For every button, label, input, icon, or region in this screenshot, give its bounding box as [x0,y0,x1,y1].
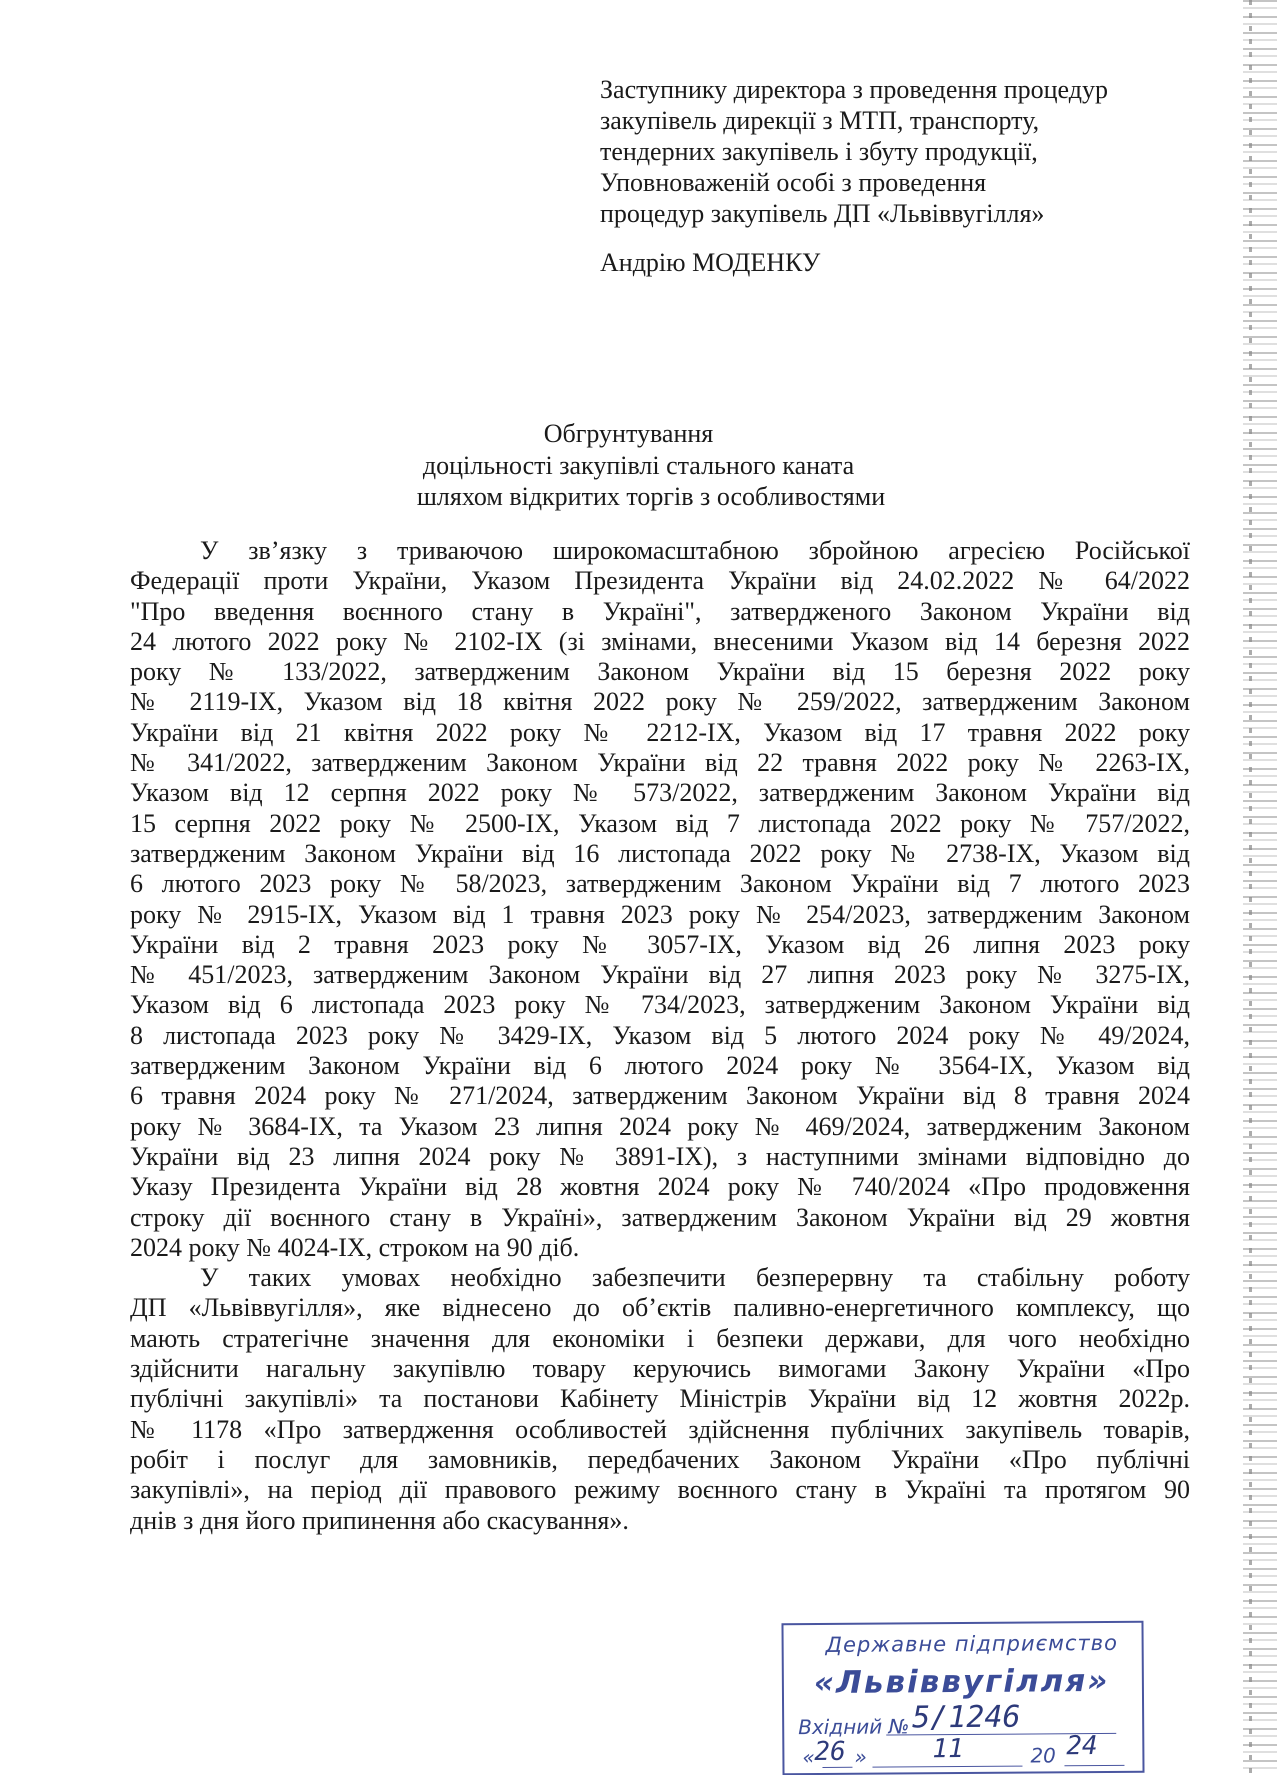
body-line: № 451/2023, затвердженим Законом України від 27 липня 2023 року № 3275-IX, [130,960,1190,990]
stamp-century: 20 [1030,1743,1056,1768]
scan-edge-noise [1243,0,1277,1774]
stamp-date [802,1731,1132,1770]
stamp-quote-close: » [854,1744,867,1769]
body-line: Указом від 12 серпня 2022 року № 573/2022, затвердженим Законом України від [130,778,1190,808]
body-line: року № 2915-IX, Указом від 1 травня 2023 року № 254/2023, затвердженим Законом [130,899,1190,929]
body-line: мають стратегічне значення для економіки і безпеки держави, для чого необхідно [130,1323,1190,1353]
stamp-day: 26 [814,1736,846,1768]
body-line: У зв’язку з триваючою широкомасштабною збройною агресією Російської [200,536,1190,565]
body-line: року № 133/2022, затвердженим Законом України від 15 березня 2022 року [130,657,1190,687]
body-line: 15 серпня 2022 року № 2500-IX, Указом від 7 листопада 2022 року № 757/2022, [130,808,1190,838]
body-line: № 1178 «Про затвердження особливостей здійснення публічних закупівель товарів, [130,1414,1190,1444]
addressee-line: Уповноваженій особі з проведення [600,168,987,197]
body-line: публічні закупівлі» та постанови Кабінету Міністрів України від 12 жовтня 2022р. [130,1384,1190,1414]
addressee-line: процедур закупівель ДП «Львіввугілля» [600,199,1045,228]
document-body [130,536,1190,1536]
body-line: України від 21 квітня 2022 року № 2212-IX, Указом від 17 травня 2022 року [130,717,1190,747]
body-line: України від 2 травня 2023 року № 3057-IX, Указом від 26 липня 2023 року [130,929,1190,959]
addressee-name: Андрію МОДЕНКУ [600,248,821,277]
body-line: строку дії воєнного стану в Україні», затвердженим Законом України від 29 жовтня [130,1202,1190,1232]
body-line: робіт і послуг для замовників, передбачених Законом України «Про публічні [130,1444,1190,1474]
body-line: затвердженим Законом України від 6 лютого 2024 року № 3564-IX, Указом від [130,1051,1190,1081]
body-line: року № 3684-IX, та Указом 23 липня 2024 року № 469/2024, затвердженим Законом [130,1111,1190,1141]
addressee-line: Заступнику директора з проведення процедур [600,75,1108,104]
addressee-block [600,74,1160,278]
paragraph-1 [130,536,1190,1263]
title-line: доцільності закупівлі стального каната [422,450,855,480]
stamp-org-line2: «Львіввугілля» [813,1662,1110,1702]
stamp-month-line [872,1766,1022,1768]
body-line: 24 лютого 2022 року № 2102-IX (зі змінами, внесеними Указом від 14 березня 2022 [130,626,1190,656]
stamp-day-line [822,1767,852,1768]
registration-stamp [781,1621,1144,1775]
body-line: днів з дня його припинення або скасування». [130,1505,629,1535]
addressee-line: закупівель дирекції з МТП, транспорту, [600,106,1040,135]
body-line: 6 лютого 2023 року № 58/2023, затвердженим Законом України від 7 лютого 2023 [130,869,1190,899]
body-line: 8 листопада 2023 року № 3429-IX, Указом від 5 лютого 2024 року № 49/2024, [130,1020,1190,1050]
body-line: Федерації проти України, Указом Президента України від 24.02.2022 № 64/2022 [130,566,1190,596]
stamp-year-line [1064,1765,1124,1766]
stamp-year: 24 [1066,1731,1098,1762]
body-line: Указом від 6 листопада 2023 року № 734/2023, затвердженим Законом України від [130,990,1190,1020]
body-line: 6 травня 2024 року № 271/2024, затвердженим Законом України від 8 травня 2024 [130,1081,1190,1111]
body-line: України від 23 липня 2024 року № 3891-IX), з наступними змінами відповідно до [130,1141,1190,1171]
stamp-incoming-label: Вхідний № [798,1714,910,1740]
stamp-month: 11 [932,1733,964,1765]
document-title [0,418,1277,513]
body-line: У таких умовах необхідно забезпечити безперервну та стабільну роботу [200,1263,1190,1293]
body-line: № 2119-IX, Указом від 18 квітня 2022 року № 259/2022, затвердженим Законом [130,687,1190,717]
body-line: ДП «Львіввугілля», яке віднесено до об’єктів паливно-енергетичного комплексу, що [130,1293,1190,1323]
stamp-incoming-number: 5/1246 [912,1699,1021,1736]
paragraph-2 [130,1263,1190,1536]
title-line: шляхом відкритих торгів з особливостями [416,482,886,511]
body-line: "Про введення воєнного стану в Україні", затвердженого Законом України від [130,596,1190,626]
stamp-quote-open: « [802,1745,815,1770]
addressee-line: тендерних закупівель і збуту продукції, [600,137,1038,166]
body-line: здійснити нагальну закупівлю товару керуючись вимогами Закону України «Про [130,1354,1190,1384]
body-line: затвердженим Законом України від 16 листопада 2022 року № 2738-IX, Указом від [130,838,1190,868]
title-line: Обгрунтування [543,419,714,448]
stamp-org-line1: Державне підприємство [825,1630,1119,1657]
body-line: 2024 року № 4024-IX, строком на 90 діб. [130,1232,580,1262]
body-line: № 341/2022, затвердженим Законом України від 22 травня 2022 року № 2263-IX, [130,748,1190,778]
body-line: Указу Президента України від 28 жовтня 2024 року № 740/2024 «Про продовження [130,1172,1190,1202]
body-line: закупівлі», на період дії правового режиму воєнного стану в Україні та протягом 90 [130,1475,1190,1505]
